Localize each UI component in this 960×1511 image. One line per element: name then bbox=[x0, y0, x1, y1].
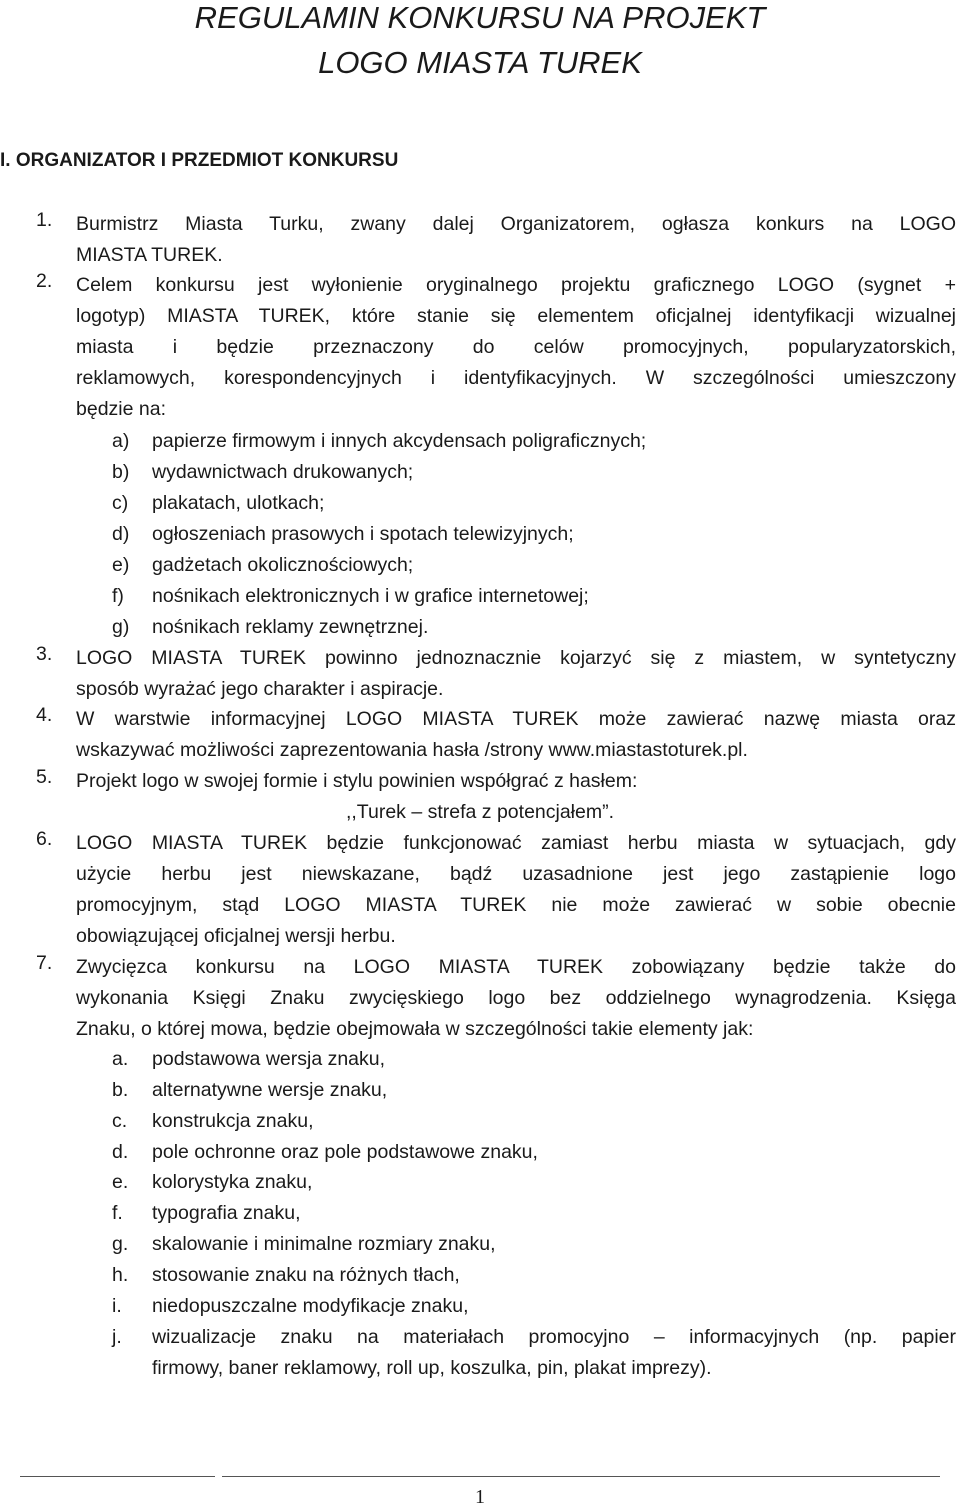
list-text: wydawnictwach drukowanych; bbox=[152, 461, 414, 483]
page-number: 1 bbox=[475, 1486, 485, 1508]
list-marker: c) bbox=[112, 492, 129, 514]
list-marker: e) bbox=[112, 554, 130, 576]
document-title-line-1: REGULAMIN KONKURSU NA PROJEKT bbox=[194, 0, 766, 35]
list-text: plakatach, ulotkach; bbox=[152, 492, 325, 514]
paragraph-line: sposób wyrażać jego charakter i aspiracje. bbox=[76, 678, 444, 700]
document-title-line-2: LOGO MIASTA TUREK bbox=[318, 45, 642, 80]
list-text: typografia znaku, bbox=[152, 1202, 301, 1224]
list-text: nośnikach elektronicznych i w grafice internetowej; bbox=[152, 585, 589, 607]
paragraph-number: 3. bbox=[36, 643, 53, 665]
list-marker: i. bbox=[112, 1295, 122, 1317]
list-marker: g. bbox=[112, 1233, 129, 1255]
paragraph-line: Zwycięzca konkursu na LOGO MIASTA TUREK zobowiązany będzie także do bbox=[76, 956, 956, 978]
list-marker: d) bbox=[112, 523, 130, 545]
list-text: niedopuszczalne modyfikacje znaku, bbox=[152, 1295, 469, 1317]
list-text: ogłoszeniach prasowych i spotach telewizyjnych; bbox=[152, 523, 574, 545]
paragraph-line: obowiązującej oficjalnej wersji herbu. bbox=[76, 925, 396, 947]
paragraph-number: 6. bbox=[36, 828, 53, 850]
paragraph-line: Celem konkursu jest wyłonienie oryginalnego projektu graficznego LOGO (sygnet + bbox=[76, 274, 956, 296]
list-marker: b) bbox=[112, 461, 130, 483]
list-text: nośnikach reklamy zewnętrznej. bbox=[152, 616, 429, 638]
list-marker: f) bbox=[112, 585, 124, 607]
list-text: pole ochronne oraz pole podstawowe znaku, bbox=[152, 1141, 538, 1163]
list-text: kolorystyka znaku, bbox=[152, 1171, 313, 1193]
paragraph-line: wykonania Księgi Znaku zwycięskiego logo bez oddzielnego wynagrodzenia. Księga bbox=[76, 987, 956, 1009]
paragraph-number: 5. bbox=[36, 766, 53, 788]
list-marker: c. bbox=[112, 1110, 128, 1132]
paragraph-line: logotyp) MIASTA TUREK, które stanie się elementem oficjalnej identyfikacji wizualnej bbox=[76, 305, 956, 327]
list-text bbox=[152, 1322, 956, 1384]
paragraph-line: promocyjnym, stąd LOGO MIASTA TUREK nie może zawierać w sobie obecnie bbox=[76, 894, 956, 916]
paragraph-number: 2. bbox=[36, 270, 53, 292]
list-text: gadżetach okolicznościowych; bbox=[152, 554, 414, 576]
paragraph-line: Burmistrz Miasta Turku, zwany dalej Organizatorem, ogłasza konkurs na LOGO bbox=[76, 213, 956, 235]
paragraph-number: 4. bbox=[36, 704, 53, 726]
slogan: ,,Turek – strefa z potencjałem”. bbox=[345, 801, 615, 823]
paragraph-line: Znaku, o której mowa, będzie obejmowała w szczególności takie elementy jak: bbox=[76, 1018, 754, 1040]
list-text: stosowanie znaku na różnych tłach, bbox=[152, 1264, 460, 1286]
list-marker: a) bbox=[112, 430, 130, 452]
list-text: papierze firmowym i innych akcydensach poligraficznych; bbox=[152, 430, 647, 452]
paragraph-line: LOGO MIASTA TUREK powinno jednoznacznie kojarzyć się z miastem, w syntetyczny bbox=[76, 647, 956, 669]
list-marker: d. bbox=[112, 1141, 129, 1163]
paragraph-line: będzie na: bbox=[76, 398, 166, 420]
list-marker: b. bbox=[112, 1079, 129, 1101]
list-text-line: wizualizacje znaku na materiałach promocyjno – informacyjnych (np. papier bbox=[152, 1326, 956, 1348]
list-text: podstawowa wersja znaku, bbox=[152, 1048, 386, 1070]
list-marker: h. bbox=[112, 1264, 129, 1286]
list-text: konstrukcja znaku, bbox=[152, 1110, 314, 1132]
section-heading: I. ORGANIZATOR I PRZEDMIOT KONKURSU bbox=[0, 150, 399, 171]
list-marker: e. bbox=[112, 1171, 129, 1193]
paragraph-line: Projekt logo w swojej formie i stylu powinien współgrać z hasłem: bbox=[76, 770, 638, 792]
paragraph-line: reklamowych, korespondencyjnych i identyfikacyjnych. W szczególności umieszczony bbox=[76, 367, 956, 389]
paragraph-line: wskazywać możliwości zaprezentowania hasła /strony www.miastastoturek.pl. bbox=[76, 739, 748, 761]
list-marker: a. bbox=[112, 1048, 129, 1070]
paragraph-line: miasta i będzie przeznaczony do celów promocyjnych, popularyzatorskich, bbox=[76, 336, 956, 358]
list-marker: j. bbox=[112, 1326, 122, 1348]
footer-divider bbox=[20, 1476, 215, 1477]
list-marker: g) bbox=[112, 616, 130, 638]
paragraph-line: użycie herbu jest niewskazane, bądź uzasadnione jest jego zastąpienie logo bbox=[76, 863, 956, 885]
paragraph-number: 7. bbox=[36, 952, 53, 974]
list-text: alternatywne wersje znaku, bbox=[152, 1079, 388, 1101]
paragraph-number: 1. bbox=[36, 209, 53, 231]
paragraph-line: LOGO MIASTA TUREK będzie funkcjonować zamiast herbu miasta w sytuacjach, gdy bbox=[76, 832, 956, 854]
paragraph-line: W warstwie informacyjnej LOGO MIASTA TUREK może zawierać nazwę miasta oraz bbox=[76, 708, 956, 730]
paragraph-line: MIASTA TUREK. bbox=[76, 244, 223, 266]
list-text-line: firmowy, baner reklamowy, roll up, koszulka, pin, plakat imprezy). bbox=[152, 1357, 712, 1379]
list-text: skalowanie i minimalne rozmiary znaku, bbox=[152, 1233, 496, 1255]
list-marker: f. bbox=[112, 1202, 123, 1224]
footer-divider bbox=[222, 1476, 940, 1477]
